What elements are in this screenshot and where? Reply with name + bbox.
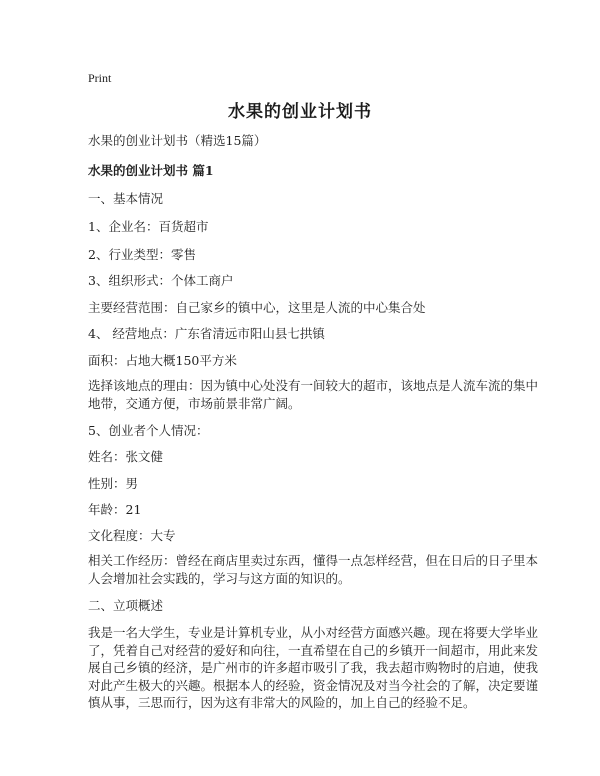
basic-info-heading: 一、基本情况: [88, 191, 164, 206]
business-scope-line: 主要经营范围：自己家乡的镇中心，这里是人流的中心集合处: [88, 300, 426, 315]
paragraph-line: 选择该地点的理由：因为镇中心处没有一间较大的超市，该地点是人流车流的集中: [88, 378, 539, 393]
paragraph-line: 相关工作经历：曾经在商店里卖过东西，懂得一点怎样经营，但在日后的日子里本: [88, 553, 539, 568]
gender-line: 性别：男: [88, 476, 139, 491]
document-subtitle: 水果的创业计划书（精选15篇）: [88, 133, 267, 148]
print-link[interactable]: Print: [88, 71, 112, 85]
intro-paragraph: [88, 624, 539, 712]
paragraph-line: 人会增加社会实践的，学习与这方面的知识的。: [88, 570, 351, 586]
paragraph-line: 我是一名大学生，专业是计算机专业，从小对经营方面感兴趣。现在将要大学毕业: [88, 625, 539, 640]
section-heading: 水果的创业计划书 篇1: [88, 163, 214, 178]
paragraph-line: 对此产生极大的兴趣。根据本人的经验，资金情况及对当今社会的了解，决定要谨: [88, 677, 539, 693]
education-line: 文化程度：大专: [88, 528, 176, 543]
paragraph-line: 地带，交通方便，市场前景非常广阔。: [88, 395, 301, 411]
age-line: 年龄：21: [88, 502, 142, 517]
location-reason-paragraph: [88, 377, 539, 412]
founder-heading: 5、创业者个人情况：: [88, 423, 209, 438]
industry-line: 2、行业类型：零售: [88, 247, 196, 262]
paragraph-line: 展自己乡镇的经济，是广州市的许多超市吸引了我，我去超市购物时的启迪，使我: [88, 660, 539, 675]
location-line: 4、 经营地点：广东省清远市阳山县七拱镇: [88, 326, 325, 341]
paragraph-line: 慎从事，三思而行，因为这有非常大的风险的，加上自己的经验不足。: [88, 695, 476, 710]
overview-heading: 二、立项概述: [88, 598, 164, 613]
name-line: 姓名：张文健: [88, 449, 164, 464]
area-line: 面积：占地大概150平方米: [88, 353, 237, 368]
document-title: 水果的创业计划书: [228, 102, 372, 122]
experience-paragraph: [88, 552, 539, 587]
company-name-line: 1、企业名：百货超市: [88, 219, 209, 234]
paragraph-line: 了，凭着自己对经营的爱好和向往，一直希望在自己的乡镇开一间超市，用此来发: [88, 642, 539, 658]
org-form-line: 3、组织形式：个体工商户: [88, 273, 234, 288]
